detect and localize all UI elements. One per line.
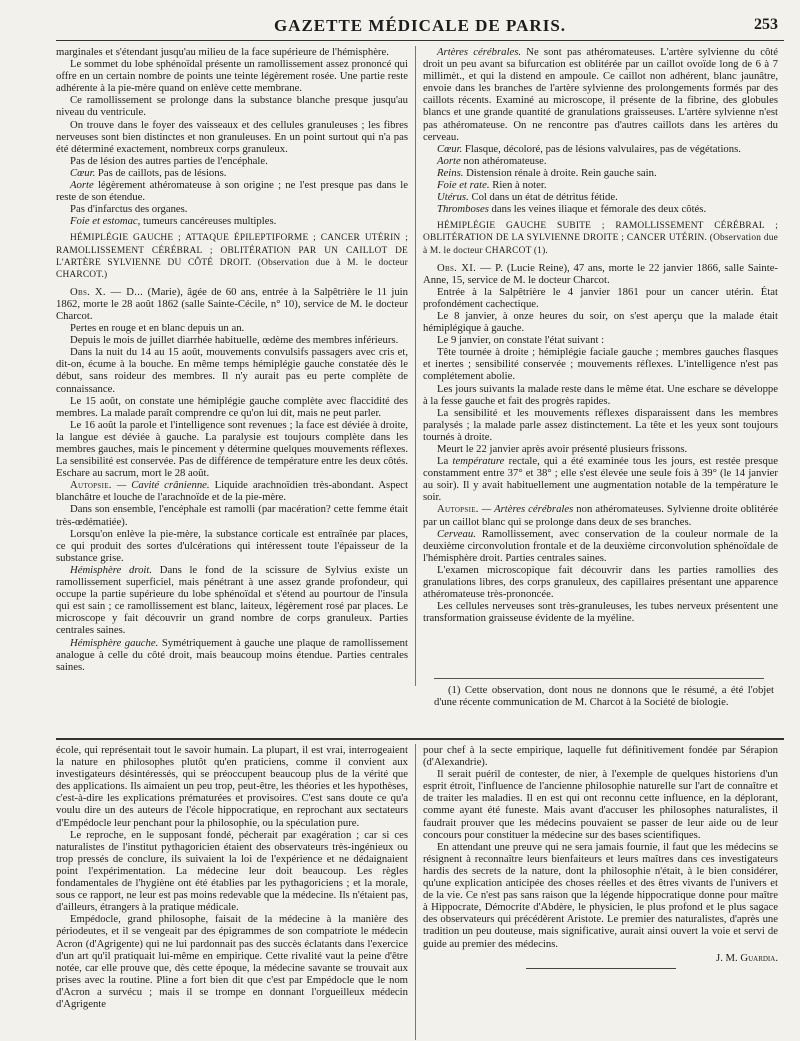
- text-run: rectale, qui a été examinée tous les jours, est restée presque constamment entre 37° et 38° ; elle s'est élevée une seule fois à 39° (le 14 janvier au soir). Il y avait habituellement une augmentation notable de la température le soir.: [423, 455, 778, 504]
- paragraph: [56, 637, 408, 673]
- text-run: Col dans un état de détritus fétide.: [468, 191, 618, 204]
- text-run: Les jours suivants la malade reste dans le même état. Une eschare se développe à la fesse gauche et fait des progrès rapides.: [423, 382, 778, 407]
- text-run: (Lucie Reine), 47 ans, morte le 22 janvier 1866, salle Sainte-Anne, 15, service de M. le docteur Charcot.: [423, 261, 778, 286]
- paragraph: [423, 191, 778, 203]
- paragraph: [423, 443, 778, 455]
- text-run: non athéromateuses. Sylvienne droite oblitérée par un caillot blanc qui se prolonge dans deux de ses branches.: [423, 503, 778, 528]
- column-divider-bottom: [415, 744, 416, 1040]
- column-divider: [415, 46, 416, 686]
- text-run: HÉMIPLÉGIE GAUCHE ; ATTAQUE ÉPILEPTIFORME ; CANCER UTÉRIN ; RAMOLLISSEMENT CÉRÉBRAL ; OBLITÉRATION PAR UN CAILLOT DE L'ARTÈRE SYLVIENNE DU CÔTÉ DROIT. (Observation due à M. le docteur CHARCOT.): [56, 233, 408, 280]
- text-run: école, qui représentait tout le savoir humain. La plupart, il est vrai, interrogeaient la nature en philosophes plutôt qu'en praticiens, comme il convient aux investigateurs désintéressés, qui se préoccupent beaucoup plus de la vérité que des applications. Ils aimaient un peu trop, peut-être, les théories et les hypothèses, c'est-à-dire les explications prématurées et provisoires. C'est sans doute ce qu'a voulu dire un des auteurs de l'école hippocratique, en reprochant aux sectateurs d'Empédocle leur penchant pour la philosophie, ou la spéculation pure.: [56, 744, 408, 829]
- paragraph: [56, 503, 408, 527]
- page-number: 253: [754, 16, 778, 33]
- text-run: Tête tournée à droite ; hémiplégie faciale gauche ; membres gauches flasques et inertes ; sensibilité conservée ; mouvements réflexes. L'intelligence n'est pas complétement abolie.: [423, 346, 778, 383]
- observation-label: Obs. X. — D...: [70, 285, 144, 298]
- text-run: Le 15 août, on constate une hémiplégie gauche complète avec flaccidité des membres. La malade paraît comprendre ce qu'on lui dit, mais ne peut parler.: [56, 394, 408, 419]
- text-run: Dans la nuit du 14 au 15 août, mouvements convulsifs passagers avec cris et, dit-on, écume à la bouche. En même temps hémiplégie gauche constatée dès le début, sans roideur des membres. Il n'y aurait pas eu perte complète de connaissance.: [56, 346, 408, 395]
- italic-term: Utérus.: [437, 191, 469, 204]
- paragraph: [423, 744, 778, 768]
- paragraph: [423, 155, 778, 167]
- paragraph: [56, 346, 408, 394]
- paragraph: [423, 203, 778, 215]
- observation-label: Autopsie.: [437, 503, 479, 516]
- italic-term: Aorte: [70, 179, 94, 192]
- text-run: L'examen microscopique fait découvrir dans les parties ramollies des granulations libres, des corps granuleux, des capillaires présentant une apparence athéromateuse très-prononcée.: [423, 563, 778, 601]
- section-rule: [56, 738, 784, 740]
- paragraph: [423, 841, 778, 950]
- page-header: [56, 14, 784, 38]
- italic-term: Cœur.: [70, 166, 96, 179]
- italic-term: Aorte: [437, 154, 461, 167]
- paragraph: [56, 46, 408, 58]
- text-run: Distension rénale à droite. Rein gauche sain.: [463, 166, 657, 179]
- text-run: Depuis le mois de juillet diarrhée habituelle, œdème des membres inférieurs.: [70, 334, 399, 347]
- paragraph: [423, 334, 778, 346]
- text-run: Rien à noter.: [489, 179, 547, 192]
- paragraph: [56, 744, 408, 829]
- text-run: La sensibilité et les mouvements réflexes disparaissent dans les membres paralysés ; la malade parle assez distinctement. La tête et les yeux sont toujours tournés à droite.: [423, 406, 778, 443]
- paragraph: [56, 286, 408, 322]
- italic-term: — Cavité crânienne.: [111, 479, 210, 492]
- italic-term: Foie et estomac,: [70, 215, 141, 228]
- italic-term: Hémisphère droit.: [70, 563, 153, 576]
- text-run: Le sommet du lobe sphénoïdal présente un ramollissement assez prononcé qui offre en un certain nombre de points une teinte légèrement rosée. Une partie reste adhérente à la pie-mère quand on enlève cette membrane.: [56, 58, 408, 95]
- paragraph: [423, 286, 778, 310]
- paragraph: [423, 383, 778, 407]
- paragraph: [56, 334, 408, 346]
- footnote: [434, 684, 774, 708]
- paragraph: [56, 119, 408, 155]
- column-top-left: [56, 46, 408, 673]
- journal-title: GAZETTE MÉDICALE DE PARIS.: [273, 16, 567, 35]
- text-run: légèrement athéromateuse à son origine ; ne l'est presque pas dans le reste de son étendue.: [56, 179, 408, 204]
- text-run: Pas de caillots, pas de lésions.: [95, 166, 227, 179]
- text-run: La: [437, 455, 453, 468]
- text-run: Lorsqu'on enlève la pie-mère, la substance corticale est entraînée par places, ce qui produit des sortes d'ulcérations qui intéressent toute l'épaisseur de la substance grise.: [56, 527, 408, 564]
- text-run: dans les veines iliaque et fémorale des deux côtés.: [488, 203, 707, 216]
- observation-label: Autopsie.: [70, 479, 112, 492]
- text-run: tumeurs cancéreuses multiples.: [140, 215, 277, 228]
- paragraph: [56, 58, 408, 94]
- footnote-rule: [434, 678, 764, 679]
- column-bottom-left: [56, 744, 408, 1010]
- paragraph: [423, 600, 778, 624]
- text-run: Liquide arachnoïdien très-abondant. Aspect blanchâtre et louche de l'arachnoïde et de la pie-mère.: [56, 479, 408, 504]
- text-run: En attendant une preuve qui ne sera jamais fournie, il faut que les médecins se résignent à reconnaître leurs bienfaiteurs et leurs maîtres dans ces investigateurs hardis des secrets de la nature, dont la philosophie n'était, à le bien considérer, qu'une explication anticipée des choses réelles et des êtres vivants de l'univers et de la vie. Ce n'est pas sans raison que la légende hippocratique donne pour maître à Hippocrate, Démocrite d'Abdère, le physicien, le plus profond et le plus sagace des observateurs qui précédèrent Aristote. Le premier des naturalistes, d'après une tradition un peu douteuse, mais significative, aurait ainsi ouvert la voie et servi de guide au premier des médecins.: [423, 840, 778, 950]
- paragraph: [56, 215, 408, 227]
- text-run: Flasque, décoloré, pas de lésions valvulaires, pas de végétations.: [462, 142, 741, 155]
- italic-term: Cœur.: [437, 142, 463, 155]
- text-run: marginales et s'étendant jusqu'au milieu de la face supérieure de l'hémisphère.: [56, 46, 389, 58]
- text-run: non athéromateuse.: [460, 154, 547, 167]
- paragraph: [56, 155, 408, 167]
- author-signature: J. M. Guardia.: [716, 951, 778, 964]
- text-run: HÉMIPLÉGIE GAUCHE SUBITE ; RAMOLLISSEMENT CÉRÉBRAL ; OBLITÉRATION DE LA SYLVIENNE DROITE ; CANCER UTÉRIN. (Observation due à M. le docteur CHARCOT (1).: [423, 221, 778, 256]
- italic-term: Foie et rate.: [437, 179, 490, 192]
- paragraph: [56, 479, 408, 503]
- text-run: Ramollissement, avec conservation de la couleur normale de la deuxième circonvolution frontale et de la deuxième circonvolution sphénoïdale de l'hémisphère droit. Parties centrales saines.: [423, 527, 778, 564]
- paragraph: [423, 768, 778, 841]
- paragraph: [56, 322, 408, 334]
- paragraph: [423, 179, 778, 191]
- footnote-text: (1) Cette observation, dont nous ne donnons que le résumé, a été l'objet d'une récente communication de M. Charcot à la Société de biologie.: [434, 684, 774, 709]
- italic-term: Reins.: [437, 166, 464, 179]
- text-run: Empédocle, grand philosophe, faisait de la médecine à la manière des périodeutes, et il se vengeait par des épigrammes de son compatriote le médecin Acron (d'Agrigente) qui ne lui pardonnait pas des succès éclatants dans l'exercice d'un art qu'il pratiquait lui-même en empirique. Cette rivalité vaut la peine d'être notée, car elle prouve que, dès cette époque, la médecine savante se trouvait aux prises avec la routine. Pline a fort bien dit que c'est par Empédocle que le nom d'Acron a survécu ; mais il se trompe en donnant l'orgueilleux médecin d'Agrigente: [56, 913, 408, 1010]
- paragraph: [56, 564, 408, 637]
- italic-term: Hémisphère gauche.: [70, 636, 159, 649]
- paragraph: [56, 913, 408, 1010]
- paragraph: [56, 419, 408, 479]
- text-run: Dans son ensemble, l'encéphale est ramolli (par macération? cette femme était très-œdématiée).: [56, 503, 408, 528]
- observation-heading: [56, 232, 408, 280]
- text-run: Symétriquement à gauche une plaque de ramollissement analogue à celle du côté droit, mais beaucoup moins étendue. Parties centrales saines.: [56, 636, 408, 673]
- italic-term: température: [452, 455, 505, 468]
- column-top-right: [423, 46, 778, 624]
- paragraph: [56, 179, 408, 203]
- text-run: Le reproche, en le supposant fondé, pécherait par exagération ; car si ces naturalistes de l'institut pythagoricien étaient des observateurs très-ingénieux ou trop pressés de conclure, ils suivaient la loi de l'expérience et ne dédaignaient point l'expérimentation. La médecine leur doit beaucoup. Les règles fondamentales de l'hygiène ont été établies par les pythagoriciens ; et la morale, sous ce rapport, ne leur est pas moins redevable que la médecine. Ils n'étaient pas, d'ailleurs, étrangers à la pratique médicale.: [56, 828, 408, 914]
- text-run: Ce ramollissement se prolonge dans la substance blanche presque jusqu'au niveau du ventricule.: [56, 94, 408, 119]
- paragraph: [56, 528, 408, 564]
- text-run: On trouve dans le foyer des vaisseaux et des cellules granuleuses ; les fibres nerveuses sont bien distinctes et non granuleuses. En un point surtout qui n'a pas été déterminé exactement, nombreux corps granuleux.: [56, 118, 408, 155]
- paragraph: [423, 407, 778, 443]
- text-run: Entrée à la Salpêtrière le 4 janvier 1861 pour un cancer utérin. État profondément cachectique.: [423, 285, 778, 310]
- text-run: Dans le fond de la scissure de Sylvius existe un ramollissement superficiel, mais pénétrant à une assez grande profondeur, qui occupe la partie supérieure du lobe sphénoïdal et s'étend au pourtour de l'insula qui est sain ; ce ramollissement est blanc, laiteux, légèrement rosé par places. Le microscope y fait découvrir un grand nombre de corps granuleux. Parties centrales saines.: [56, 563, 409, 637]
- observation-label: Obs. XI. — P.: [437, 261, 504, 274]
- text-run: Pas de lésion des autres parties de l'encéphale.: [70, 154, 268, 167]
- italic-term: — Artères cérébrales: [478, 503, 574, 516]
- paragraph: [423, 528, 778, 564]
- text-run: Il serait puéril de contester, de nier, à l'exemple de quelques historiens d'un esprit étroit, l'influence de l'ancienne philosophie naturelle sur l'art de connaître et de traiter les maladies. Il en est qui ont reconnu cette influence, en la déplorant, comme ayant été funeste. Mais avant d'accuser les philosophes naturalistes, il faudrait prouver que les médecins pouvaient se passer de leur aide ou de leur concours pour constituer la médecine sur des bases scientifiques.: [423, 768, 778, 841]
- text-run: Les cellules nerveuses sont très-granuleuses, les tubes nerveux présentent une transformation graisseuse évidente de la myéline.: [423, 600, 778, 625]
- paragraph: [56, 203, 408, 215]
- italic-term: Thromboses: [437, 203, 489, 216]
- observation-heading: [423, 220, 778, 256]
- paragraph: [423, 167, 778, 179]
- paragraph: [423, 564, 778, 600]
- paragraph: [56, 167, 408, 179]
- paragraph: [423, 310, 778, 334]
- paragraph: [56, 94, 408, 118]
- paragraph: [423, 455, 778, 503]
- text-run: Pertes en rouge et en blanc depuis un an.: [70, 322, 245, 335]
- paragraph: [423, 143, 778, 155]
- text-run: Meurt le 22 janvier après avoir présenté plusieurs frissons.: [437, 443, 688, 455]
- text-run: (Marie), âgée de 60 ans, entrée à la Salpêtrière le 11 juin 1862, morte le 28 août 1862 (salle Sainte-Cécile, n° 10), service de M. le docteur Charcot.: [56, 285, 409, 322]
- header-rule: [56, 40, 784, 41]
- text-run: Le 9 janvier, on constate l'état suivant :: [437, 334, 605, 347]
- paragraph: [56, 395, 408, 419]
- text-run: Le 16 août la parole et l'intelligence sont revenues ; la face est déviée à droite, la langue est déviée à gauche. La paralysie est toujours complète dans les membres gauches, mais le pincement y détermine quelques mouvements réflexes. La sensibilité est conservée. Pas de différence de température entre les deux côtés. Eschare au sacrum, mort le 28 août.: [56, 418, 408, 480]
- column-bottom-right: [423, 744, 778, 969]
- text-run: pour chef à la secte empirique, laquelle fut définitivement fondée par Sérapion (d'Alexandrie).: [423, 744, 778, 769]
- paragraph: [56, 829, 408, 914]
- paragraph: [423, 503, 778, 527]
- italic-term: Artères cérébrales.: [437, 46, 522, 58]
- paragraph: [423, 262, 778, 286]
- text-run: Ne sont pas athéromateuses. L'artère sylvienne du côté droit un peu avant sa bifurcation est oblitérée par un caillot ovoïde long de 6 à 7 millimèt., et qui la distend en ampoule. Ce caillot non adhérent, blanc jaunâtre, envoie dans les branches de l'artère sylvienne des prolongements formés par des caillots récents. Examiné au microscope, il présente de la fibrine, des globules blancs et une grande quantité de granulations graisseuses. L'artère sylvienne n'est pas athéromateuse. On ne rencontre pas d'autres caillots dans les artères du cerveau.: [423, 46, 778, 143]
- italic-term: Cerveau.: [437, 527, 476, 540]
- text-run: Pas d'infarctus des organes.: [70, 203, 188, 216]
- text-run: Le 8 janvier, à onze heures du soir, on s'est aperçu que la malade était hémiplégique à gauche.: [423, 309, 778, 335]
- end-rule: [526, 968, 676, 969]
- paragraph: [423, 46, 778, 143]
- paragraph: [423, 346, 778, 382]
